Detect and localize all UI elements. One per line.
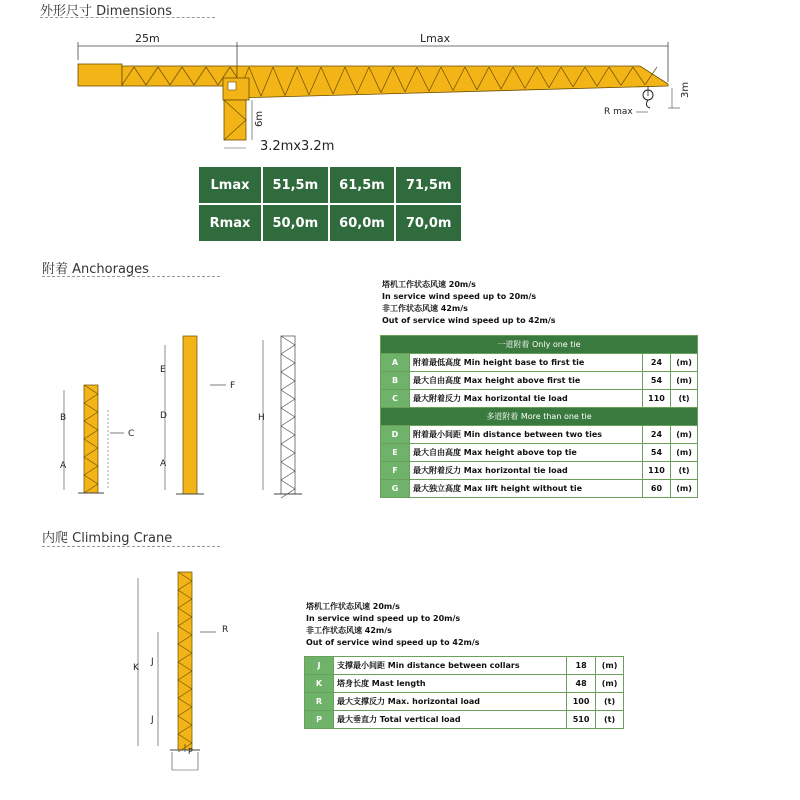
- row-lmax-head: Lmax: [199, 167, 261, 203]
- svg-text:B: B: [60, 413, 67, 423]
- svg-text:K: K: [133, 663, 139, 673]
- climbing-table: J 支撑最小间距 Min distance between collars 18 (m) K 塔身长度 Mast length 48 (m) R 最大支撑反力 Max. horizontal load 100 (t) P 最大垂直力 Total vertical load 510 (t): [304, 656, 624, 729]
- rmax-value-1: 50,0m: [263, 205, 328, 241]
- group-one-tie-header: 一道附着 Only one tie: [381, 336, 698, 354]
- lmax-value-2: 61,5m: [330, 167, 395, 203]
- svg-text:R: R: [222, 625, 229, 635]
- jib-front-label: 25m: [135, 32, 160, 45]
- dimensions-title: 外形尺寸 Dimensions: [40, 4, 173, 19]
- anchorages-table: 一道附着 Only one tie A 附着最低高度 Min height base to first tie 24 (m) B 最大自由高度 Max height above first tie 54 (m) C 最大附着反力 Max horizontal tie load 110 (t) 多道附着 More than one tie D 附着最小间距 Min distance between two ties 24 (m) E 最大自由高度 Max height above top tie 54 (m) F 最大附着反力 Max horizontal tie load 110 (t) G 最大独立高度 Max lift height without tie 60 (m): [380, 335, 698, 498]
- rmax-value-2: 60,0m: [330, 205, 395, 241]
- group-more-ties-header: 多道附着 More than one tie: [381, 408, 698, 426]
- svg-text:J: J: [151, 657, 154, 667]
- climbing-title: 内爬 Climbing Crane: [42, 531, 173, 546]
- mast-section-label: 3.2mx3.2m: [260, 139, 335, 154]
- svg-text:D: D: [160, 411, 167, 421]
- rmax-value-3: 70,0m: [396, 205, 461, 241]
- svg-text:J: J: [151, 715, 154, 725]
- svg-text:H: H: [258, 413, 265, 423]
- svg-text:A: A: [160, 459, 167, 469]
- mast-height-label: 6m: [254, 110, 265, 127]
- anchorages-wind-info: 塔机工作状态风速 20m/s In service wind speed up to 20m/s 非工作状态风速 42m/s Out of service wind speed up to 42m/s: [382, 280, 556, 325]
- lmax-label: Lmax: [420, 32, 451, 45]
- svg-text:P: P: [188, 747, 193, 756]
- row-rmax-head: Rmax: [199, 205, 261, 241]
- svg-text:E: E: [160, 365, 166, 375]
- rmax-label: R max: [604, 107, 633, 117]
- lmax-value-3: 71,5m: [396, 167, 461, 203]
- svg-text:F: F: [230, 381, 236, 391]
- lmax-value-1: 51,5m: [263, 167, 328, 203]
- hook-height-label: 3m: [680, 81, 691, 98]
- climbing-wind-info: 塔机工作状态风速 20m/s In service wind speed up to 20m/s 非工作状态风速 42m/s Out of service wind speed up to 42m/s: [306, 602, 480, 647]
- anchorages-title: 附着 Anchorages: [42, 262, 149, 277]
- svg-text:A: A: [60, 461, 67, 471]
- svg-text:C: C: [128, 429, 135, 439]
